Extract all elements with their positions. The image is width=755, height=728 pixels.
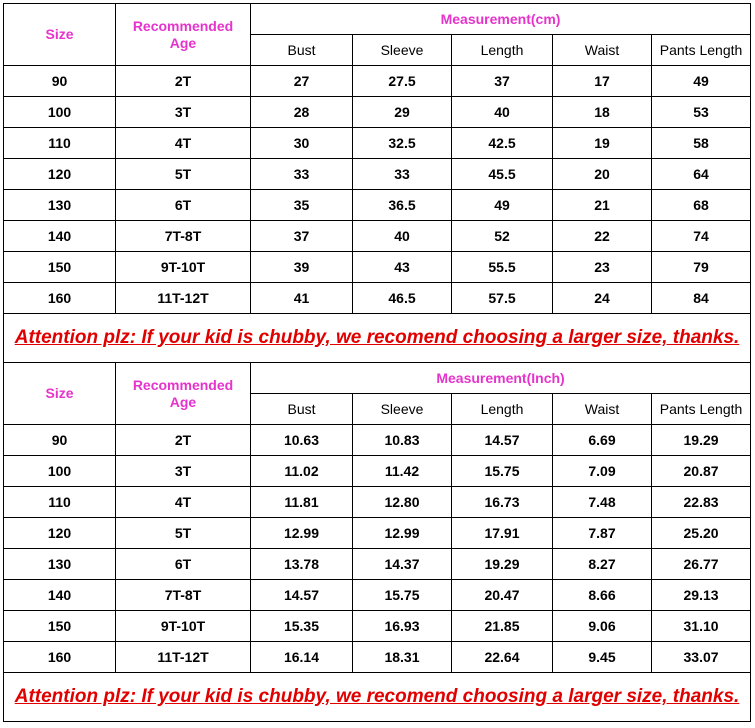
table-cell: 11.02	[251, 456, 353, 487]
table-cell: 90	[4, 66, 116, 97]
table-row	[4, 159, 751, 190]
table-row	[4, 580, 751, 611]
size-chart	[3, 3, 750, 725]
table-cell: 7.09	[553, 456, 652, 487]
table-cell: 110	[4, 128, 116, 159]
table-cell: 13.78	[251, 549, 353, 580]
table-cell: 31.10	[652, 611, 751, 642]
table-cell: 14.57	[251, 580, 353, 611]
table-cell: 160	[4, 283, 116, 314]
measurement-header: Measurement(Inch)	[251, 363, 751, 394]
table-cell: 7.48	[553, 487, 652, 518]
table-cell: 52	[452, 221, 553, 252]
table-cell: 120	[4, 159, 116, 190]
header-row	[4, 363, 751, 394]
measurement-header: Measurement(cm)	[251, 4, 751, 35]
table-cell: 57.5	[452, 283, 553, 314]
table-cell: 12.80	[353, 487, 452, 518]
table-cell: 100	[4, 97, 116, 128]
table-cell: 33	[251, 159, 353, 190]
size-header: Size	[4, 363, 116, 425]
table-cell: 29	[353, 97, 452, 128]
table-cell: 33.07	[652, 642, 751, 673]
table-cell: 19	[553, 128, 652, 159]
table-cell: 7T-8T	[116, 221, 251, 252]
column-header: Length	[452, 394, 553, 425]
table-cell: 42.5	[452, 128, 553, 159]
table-cell: 37	[251, 221, 353, 252]
table-cell: 40	[452, 97, 553, 128]
table-row	[4, 518, 751, 549]
column-header: Pants Length	[652, 394, 751, 425]
table-cell: 45.5	[452, 159, 553, 190]
column-header: Sleeve	[353, 394, 452, 425]
table-cell: 39	[251, 252, 353, 283]
table-cell: 7.87	[553, 518, 652, 549]
table-cell: 11.42	[353, 456, 452, 487]
table-cell: 20.87	[652, 456, 751, 487]
age-header-line-1: Recommended	[132, 377, 234, 394]
attention-note: Attention plz: If your kid is chubby, we recomend choosing a larger size, thanks.	[4, 314, 751, 363]
table-cell: 17	[553, 66, 652, 97]
table-cell: 64	[652, 159, 751, 190]
table-cell: 30	[251, 128, 353, 159]
table-cell: 130	[4, 549, 116, 580]
size-table	[3, 3, 751, 722]
table-cell: 11T-12T	[116, 642, 251, 673]
table-row	[4, 252, 751, 283]
age-header	[116, 4, 251, 66]
table-cell: 32.5	[353, 128, 452, 159]
table-row	[4, 221, 751, 252]
table-row	[4, 66, 751, 97]
table-cell: 12.99	[353, 518, 452, 549]
table-cell: 150	[4, 611, 116, 642]
table-cell: 6.69	[553, 425, 652, 456]
table-cell: 140	[4, 580, 116, 611]
table-cell: 27.5	[353, 66, 452, 97]
table-cell: 36.5	[353, 190, 452, 221]
table-cell: 37	[452, 66, 553, 97]
table-cell: 12.99	[251, 518, 353, 549]
table-cell: 74	[652, 221, 751, 252]
table-cell: 110	[4, 487, 116, 518]
table-cell: 43	[353, 252, 452, 283]
table-cell: 2T	[116, 425, 251, 456]
table-cell: 3T	[116, 456, 251, 487]
table-cell: 16.93	[353, 611, 452, 642]
table-cell: 15.35	[251, 611, 353, 642]
table-cell: 8.27	[553, 549, 652, 580]
table-cell: 28	[251, 97, 353, 128]
table-cell: 15.75	[452, 456, 553, 487]
table-row	[4, 487, 751, 518]
table-cell: 27	[251, 66, 353, 97]
column-header: Waist	[553, 394, 652, 425]
table-cell: 26.77	[652, 549, 751, 580]
age-header-line-2: Age	[169, 34, 197, 51]
column-header: Pants Length	[652, 35, 751, 66]
table-cell: 8.66	[553, 580, 652, 611]
table-cell: 4T	[116, 487, 251, 518]
table-cell: 9.06	[553, 611, 652, 642]
table-cell: 84	[652, 283, 751, 314]
table-cell: 49	[452, 190, 553, 221]
column-header: Waist	[553, 35, 652, 66]
column-header: Bust	[251, 394, 353, 425]
table-cell: 18	[553, 97, 652, 128]
table-cell: 49	[652, 66, 751, 97]
note-row	[4, 314, 751, 363]
table-cell: 140	[4, 221, 116, 252]
size-header: Size	[4, 4, 116, 66]
header-row	[4, 4, 751, 35]
table-cell: 41	[251, 283, 353, 314]
table-cell: 19.29	[652, 425, 751, 456]
table-cell: 68	[652, 190, 751, 221]
table-row	[4, 549, 751, 580]
table-cell: 120	[4, 518, 116, 549]
table-row	[4, 190, 751, 221]
table-cell: 130	[4, 190, 116, 221]
column-header: Sleeve	[353, 35, 452, 66]
table-cell: 79	[652, 252, 751, 283]
column-header: Length	[452, 35, 553, 66]
table-cell: 46.5	[353, 283, 452, 314]
table-cell: 5T	[116, 518, 251, 549]
note-row	[4, 673, 751, 722]
table-cell: 6T	[116, 190, 251, 221]
table-cell: 7T-8T	[116, 580, 251, 611]
table-cell: 22	[553, 221, 652, 252]
column-header: Bust	[251, 35, 353, 66]
table-cell: 58	[652, 128, 751, 159]
table-cell: 18.31	[353, 642, 452, 673]
table-row	[4, 283, 751, 314]
table-cell: 14.57	[452, 425, 553, 456]
table-row	[4, 425, 751, 456]
table-row	[4, 128, 751, 159]
table-cell: 22.64	[452, 642, 553, 673]
table-cell: 17.91	[452, 518, 553, 549]
table-cell: 4T	[116, 128, 251, 159]
table-cell: 10.83	[353, 425, 452, 456]
table-cell: 11T-12T	[116, 283, 251, 314]
table-cell: 35	[251, 190, 353, 221]
table-row	[4, 456, 751, 487]
table-cell: 23	[553, 252, 652, 283]
table-row	[4, 642, 751, 673]
table-cell: 29.13	[652, 580, 751, 611]
table-cell: 3T	[116, 97, 251, 128]
table-cell: 20.47	[452, 580, 553, 611]
table-cell: 11.81	[251, 487, 353, 518]
table-cell: 33	[353, 159, 452, 190]
table-cell: 53	[652, 97, 751, 128]
table-cell: 150	[4, 252, 116, 283]
table-cell: 14.37	[353, 549, 452, 580]
table-cell: 24	[553, 283, 652, 314]
age-header-line-2: Age	[169, 393, 197, 410]
table-cell: 16.73	[452, 487, 553, 518]
table-cell: 9T-10T	[116, 252, 251, 283]
table-row	[4, 611, 751, 642]
table-cell: 2T	[116, 66, 251, 97]
table-cell: 100	[4, 456, 116, 487]
age-header	[116, 363, 251, 425]
table-cell: 25.20	[652, 518, 751, 549]
table-cell: 10.63	[251, 425, 353, 456]
table-cell: 160	[4, 642, 116, 673]
table-cell: 9.45	[553, 642, 652, 673]
table-cell: 5T	[116, 159, 251, 190]
table-cell: 90	[4, 425, 116, 456]
table-cell: 6T	[116, 549, 251, 580]
table-cell: 22.83	[652, 487, 751, 518]
table-cell: 21	[553, 190, 652, 221]
table-cell: 16.14	[251, 642, 353, 673]
table-cell: 21.85	[452, 611, 553, 642]
attention-note: Attention plz: If your kid is chubby, we recomend choosing a larger size, thanks.	[4, 673, 751, 722]
table-cell: 20	[553, 159, 652, 190]
table-cell: 9T-10T	[116, 611, 251, 642]
table-cell: 15.75	[353, 580, 452, 611]
age-header-line-1: Recommended	[132, 18, 234, 35]
table-cell: 40	[353, 221, 452, 252]
table-cell: 19.29	[452, 549, 553, 580]
table-cell: 55.5	[452, 252, 553, 283]
table-row	[4, 97, 751, 128]
